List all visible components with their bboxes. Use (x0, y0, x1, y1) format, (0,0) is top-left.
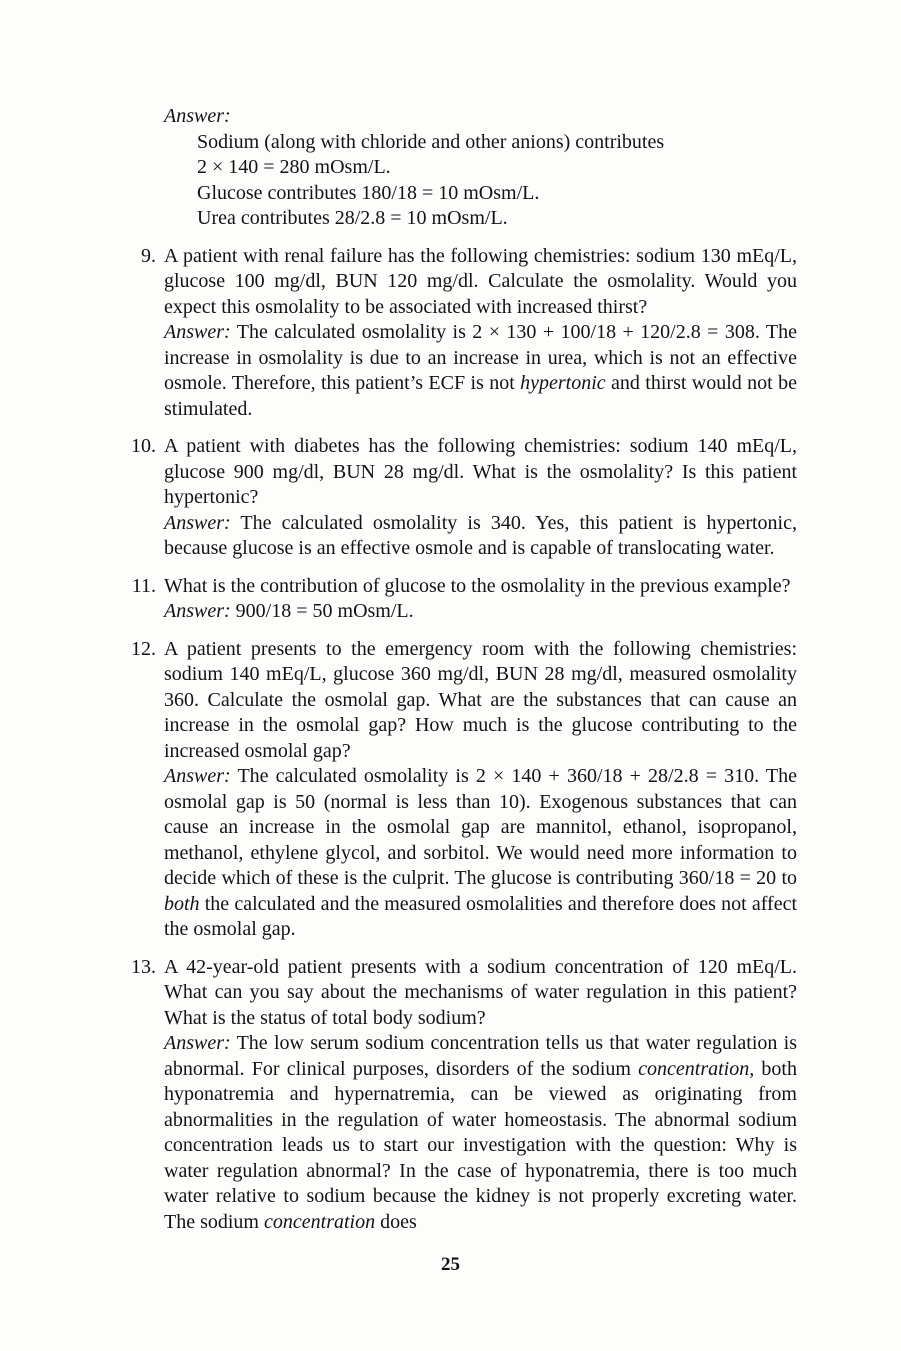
page-number: 25 (441, 1254, 460, 1275)
answer-lines (197, 130, 797, 232)
question-item (131, 955, 797, 1236)
question-text: A patient with renal failure has the following chemistries: sodium 130 mEq/L, glucose 100 mg/dl, BUN 120 mg/dl. Calculate the osmolality. Would you expect this osmolality to be associated with increased thirst? (164, 244, 797, 318)
question-text: A patient with diabetes has the following chemistries: sodium 140 mEq/L, glucose 900 mg/dl, BUN 28 mg/dl. What is the osmolality? Is this patient hypertonic? (164, 435, 797, 508)
answer-line: Urea contributes 28/2.8 = 10 mOsm/L. (197, 207, 508, 229)
question-text: A patient presents to the emergency room with the following chemistries: sodium 140 mEq/L, glucose 360 mg/dl, BUN 28 mg/dl, measured osmolality 360. Calculate the osmolal gap. What are the substances that can cause an increase in the osmolal gap? How much is the glucose contributing to the increased osmolal gap? (164, 637, 797, 762)
answer-label: Answer: (164, 105, 231, 127)
answer-text: Answer: The calculated osmolality is 2 × 140 + 360/18 + 28/2.8 = 310. The osmolal gap is 50 (normal is less than 10). Exogenous substances that can cause an increase in the osmolal gap are mannitol, ethanol, isopropanol, methanol, ethylene glycol, and sorbitol. We would need more information to decide which of these is the culprit. The glucose is contributing 360/18 = 20 to both the calculated and the measured osmolalities and therefore does not affect the osmolal gap. (164, 765, 797, 940)
answer-line: 2 × 140 = 280 mOsm/L. (197, 156, 391, 178)
question-list (131, 244, 797, 1236)
answer-line: Sodium (along with chloride and other anions) contributes (197, 130, 665, 153)
item-number: 13. (131, 955, 156, 978)
question-text: A 42-year-old patient presents with a sodium concentration of 120 mEq/L. What can you say about the mechanisms of water regulation in this patient? What is the status of total body sodium? (164, 955, 797, 1029)
question-item (141, 244, 797, 423)
answer-text: Answer: The calculated osmolality is 340. Yes, this patient is hypertonic, because glucose is an effective osmole and is capable of translocating water. (164, 511, 797, 559)
question-item (131, 637, 797, 943)
answer-text: Answer: The low serum sodium concentration tells us that water regulation is abnormal. For clinical purposes, disorders of the sodium concentration, both hyponatremia and hypernatremia, can be viewed as originating from abnormalities in the regulation of water homeostasis. The abnormal sodium concentration leads us to start our investigation with the question: Why is water regulation abnormal? In the case of hyponatremia, there is too much water relative to sodium because the kidney is not properly excreting water. The sodium concentration does (164, 1032, 797, 1233)
item-number: 11. (131, 574, 156, 597)
question-text: What is the contribution of glucose to the osmolality in the previous example? (164, 574, 791, 597)
answer-text: Answer: The calculated osmolality is 2 × 130 + 100/18 + 120/2.8 = 308. The increase in osmolality is due to an increase in urea, which is not an effective osmole. Therefore, this patient’s ECF is not hypertonic and thirst would not be stimulated. (164, 321, 797, 420)
answer-line: Glucose contributes 180/18 = 10 mOsm/L. (197, 181, 540, 204)
answer-text: Answer: 900/18 = 50 mOsm/L. (164, 600, 414, 622)
page-content (131, 104, 797, 1235)
item-number: 12. (131, 637, 156, 660)
question-item (131, 434, 797, 562)
carryover-answer-block (164, 104, 797, 232)
item-number: 10. (131, 435, 156, 457)
item-number: 9. (141, 244, 156, 267)
question-item (131, 574, 797, 625)
